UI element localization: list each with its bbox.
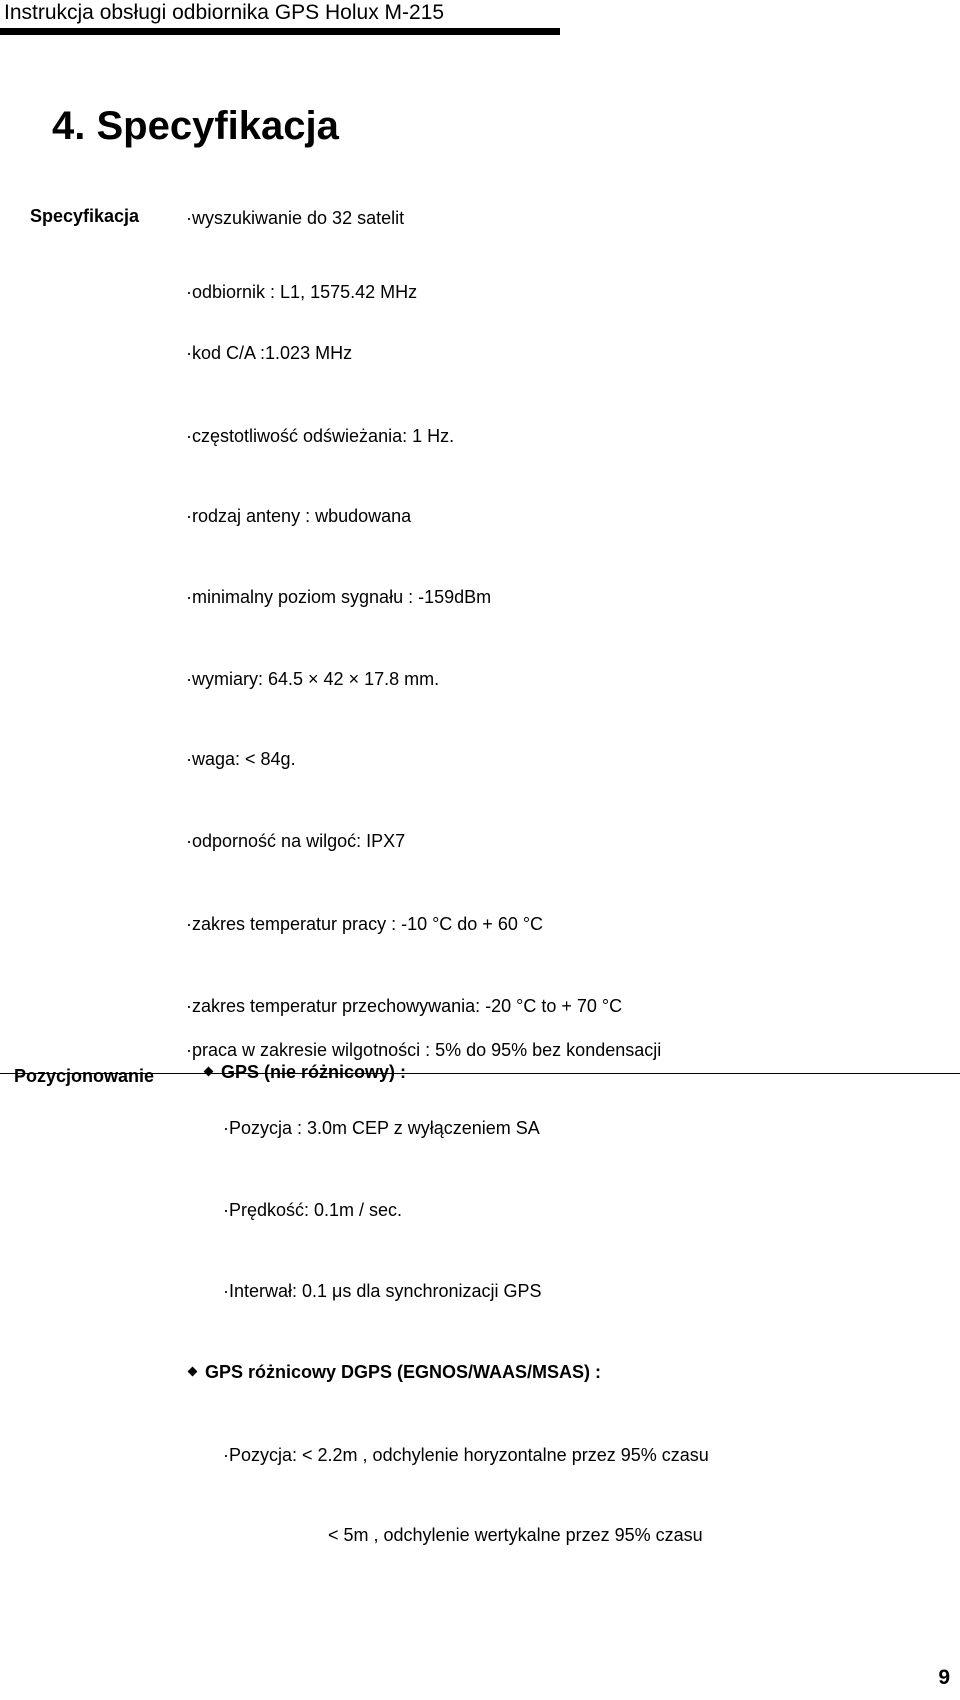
gps-item: ·Interwał: 0.1 μs dla synchronizacji GPS <box>223 1281 542 1301</box>
dgps-item: < 5m , odchylenie wertykalne przez 95% czasu <box>328 1525 703 1545</box>
spec-item: ·wymiary: 64.5 × 42 × 17.8 mm. <box>186 669 440 689</box>
gps-heading-text: GPS (nie różnicowy) : <box>221 1062 407 1082</box>
row-label-specyfikacja: Specyfikacja <box>30 206 140 226</box>
bullet-diamond-icon <box>188 1367 198 1377</box>
dgps-heading-text: GPS różnicowy DGPS (EGNOS/WAAS/MSAS) : <box>205 1362 602 1382</box>
section-title: 4. Specyfikacja <box>52 104 339 148</box>
dgps-item: ·Pozycja: < 2.2m , odchylenie horyzontalne przez 95% czasu <box>223 1445 709 1465</box>
spec-item: ·częstotliwość odświeżania: 1 Hz. <box>186 426 455 446</box>
spec-item: ·kod C/A :1.023 MHz <box>186 343 353 363</box>
row-label-pozycjonowanie: Pozycjonowanie <box>14 1066 155 1086</box>
page-number: 9 <box>938 1666 950 1689</box>
spec-item: ·waga: < 84g. <box>186 749 296 769</box>
gps-item: ·Pozycja : 3.0m CEP z wyłączeniem SA <box>223 1118 540 1138</box>
gps-item: ·Prędkość: 0.1m / sec. <box>223 1200 403 1220</box>
gps-heading <box>205 1062 406 1083</box>
document-header-title: Instrukcja obsługi odbiornika GPS Holux M-215 <box>4 1 445 24</box>
bullet-diamond-icon <box>204 1067 214 1077</box>
spec-item: ·minimalny poziom sygnału : -159dBm <box>186 587 492 607</box>
dgps-heading <box>189 1362 601 1383</box>
spec-item: ·wyszukiwanie do 32 satelit <box>186 208 405 228</box>
header-rule <box>0 28 560 35</box>
spec-item: ·rodzaj anteny : wbudowana <box>186 506 412 526</box>
spec-item: ·zakres temperatur pracy : -10 °C do + 60 °C <box>186 914 544 934</box>
spec-item: ·praca w zakresie wilgotności : 5% do 95% bez kondensacji <box>186 1040 662 1060</box>
spec-item: ·odporność na wilgoć: IPX7 <box>186 831 406 851</box>
spec-item: ·zakres temperatur przechowywania: -20 °C to + 70 °C <box>186 996 623 1016</box>
spec-item: ·odbiornik : L1, 1575.42 MHz <box>186 282 418 302</box>
